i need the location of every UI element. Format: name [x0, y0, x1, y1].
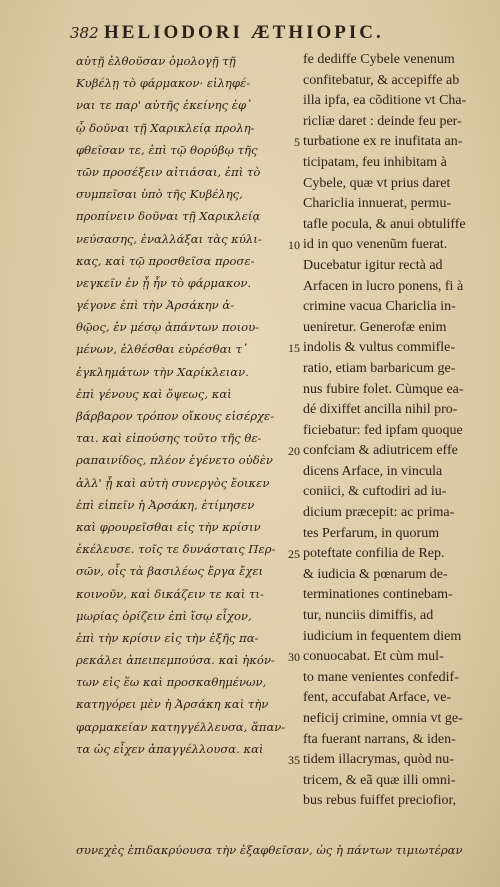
latin-line [286, 194, 490, 215]
line-number [286, 627, 303, 648]
greek-line: ἐπὶ εἰπεῖν ἡ Ἀρσάκη, ἐτίμησεν [76, 497, 255, 512]
latin-line [286, 112, 490, 133]
latin-text-column [286, 50, 490, 812]
latin-line-text: confciam & adiutricem effe [303, 443, 458, 459]
latin-line [286, 750, 490, 771]
latin-line [286, 730, 490, 751]
line-number [286, 174, 303, 195]
latin-line [286, 235, 490, 256]
latin-line-text: illa ipfa, ea cõditione vt Cha- [303, 93, 467, 109]
greek-line: Κυβέλῃ τὸ φάρμακον· εἰληφέ- [76, 76, 251, 91]
latin-line [286, 627, 490, 648]
latin-line-text: turbatione ex re inufitata an- [303, 134, 463, 150]
latin-line [286, 462, 490, 483]
latin-line-text: tafle pocula, & anui obtuliffe [303, 216, 466, 232]
latin-line-text: conuocabat. Et cùm mul- [303, 649, 444, 665]
line-number [286, 380, 303, 401]
latin-line [286, 606, 490, 627]
latin-line [286, 503, 490, 524]
latin-line-text: Chariclia innuerat, permu- [303, 196, 452, 212]
greek-line: ἐπὶ γένους καὶ ὄψεως, καὶ [76, 386, 232, 401]
greek-line: νεύσασης, ἐναλλάξαι τὰς κύλι- [76, 231, 262, 246]
latin-line-text: Cybele, quæ vt prius daret [303, 175, 451, 191]
latin-line [286, 791, 490, 812]
greek-line: φαρμακείαν κατηγγέλλευσα, ἅπαν- [76, 719, 286, 734]
greek-line: ναι τε παρ' αὐτῆς ἐκείνης ἐφ᾽ [76, 98, 252, 113]
latin-line-text: fta fuerant narrans, & iden- [303, 731, 456, 747]
greek-line: νεγκεῖν ἐν ᾗ ἦν τὸ φάρμακον. [76, 275, 252, 290]
latin-line [286, 771, 490, 792]
line-number [286, 256, 303, 277]
line-number [286, 400, 303, 421]
latin-line [286, 585, 490, 606]
greek-line: σῶν, οἷς τὰ βασιλέως ἔργα ἔχει [76, 564, 264, 579]
line-number [286, 318, 303, 339]
line-number [286, 71, 303, 92]
line-number [286, 297, 303, 318]
line-number [286, 421, 303, 442]
greek-line: συμπεῖσαι ὑπὸ τῆς Κυβέλης, [76, 187, 243, 202]
latin-line [286, 668, 490, 689]
latin-line-text: tidem illacrymas, quòd nu- [303, 752, 454, 768]
latin-line-text: tricem, & eã quæ illi omni- [303, 772, 456, 788]
latin-line-text: tes Perfarum, in quorum [303, 525, 440, 541]
line-number [286, 359, 303, 380]
line-number [286, 112, 303, 133]
latin-line [286, 565, 490, 586]
greek-line: μωρίας ὁρίζειν ἐπὶ ἴσῳ εἶχον, [76, 608, 252, 623]
footer-greek-line: συνεχὲς ἐπιδακρύουσα τὴν ἐξαφθεῖσαν, ὡς ἡ πάντων τιμιωτέραν [76, 843, 463, 857]
line-number: 5 [294, 135, 300, 150]
latin-line [286, 709, 490, 730]
latin-line [286, 359, 490, 380]
line-number: 30 [288, 650, 300, 665]
latin-line-text: crimine vacua Chariclia in- [303, 299, 456, 315]
latin-line-text: tur, nunciis dimiffis, ad [303, 608, 434, 624]
line-number [286, 524, 303, 545]
greek-line: τῶν προσέξειν αἰτιάσαι, ἐπὶ τὸ [76, 164, 261, 179]
latin-line [286, 91, 490, 112]
latin-line-text: fe dediffe Cybele venenum [303, 52, 455, 67]
greek-line: τα ὡς εἶχεν ἀπαγγέλλουσα. καὶ [76, 741, 264, 756]
line-number [286, 688, 303, 709]
latin-line-text: & iudicia & pœnarum de- [303, 566, 448, 582]
latin-line [286, 256, 490, 277]
greek-line: αὐτῇ ἐλθοῦσαν ὁμολογῇ τῇ [76, 54, 236, 68]
latin-line [286, 153, 490, 174]
latin-line [286, 297, 490, 318]
latin-line [286, 71, 490, 92]
line-number: 35 [288, 753, 300, 768]
latin-line [286, 524, 490, 545]
latin-line-text: dé dixiffet ancilla nihil pro- [303, 402, 458, 418]
latin-line-text: dicens Arface, in vincula [303, 463, 443, 479]
latin-line [286, 50, 490, 71]
latin-line-text: nus fubire folet. Cùmque ea- [303, 381, 464, 397]
greek-line: καὶ φρουρεῖσθαι εἰς τὴν κρίσιν [76, 519, 261, 534]
line-number [286, 771, 303, 792]
latin-line-text: indolis & vultus commifle- [303, 340, 456, 356]
latin-line [286, 688, 490, 709]
line-number [286, 668, 303, 689]
latin-line-text: dicium præcepit: ac prima- [303, 505, 455, 521]
latin-line [286, 318, 490, 339]
greek-line: κοινοῦν, καὶ δικάζειν τε καὶ τι- [76, 586, 264, 601]
line-number [286, 730, 303, 751]
latin-line-text: Ducebatur igitur rectà ad [303, 257, 443, 273]
greek-line: φθεῖσαν τε, ἐπὶ τῷ θορύβῳ τῆς [76, 142, 258, 157]
latin-line-text: ticipatam, feu inhibitam à [303, 154, 447, 170]
latin-line-text: terminationes continebam- [303, 587, 453, 603]
latin-line-text: id in quo venenũm fuerat. [303, 237, 448, 253]
latin-line-text: bus rebus fuiffet preciofior, [303, 793, 457, 809]
greek-line: των εἰς ἕω καὶ προσκαθημένων, [76, 675, 267, 690]
line-number [286, 503, 303, 524]
greek-line: προπίνειν δοῦναι τῇ Χαρικλείᾳ [76, 209, 261, 224]
latin-line [286, 400, 490, 421]
line-number: 10 [288, 238, 300, 253]
line-number [286, 565, 303, 586]
latin-line-text: neficij crimine, omnia vt ge- [303, 711, 463, 726]
greek-line: κατηγόρει μὲν ἡ Ἀρσάκη καὶ τὴν [76, 697, 269, 712]
greek-line: ἐπὶ τὴν κρίσιν εἰς τὴν ἐξῆς πα- [76, 630, 259, 645]
latin-line-text: ricliæ daret : deinde feu per- [303, 113, 462, 129]
greek-line: κας, καὶ τῷ προσθεῖσα προσε- [76, 253, 255, 268]
line-number [286, 709, 303, 730]
latin-line [286, 174, 490, 195]
greek-line: βάρβαρον τρόπον οἴκους εἰσέρχε- [76, 409, 275, 423]
greek-line: ρεκάλει ἀπειπεμπούσα. καὶ ἡκόν- [76, 653, 275, 668]
greek-text-column [76, 50, 286, 760]
greek-line: θῷος, ἐν μέσῳ ἁπάντων ποιου- [76, 320, 260, 335]
latin-line [286, 441, 490, 462]
greek-line: μένων, ἐλθέσθαι εὐρέσθαι τ᾽ [76, 342, 248, 357]
line-number [286, 215, 303, 236]
line-number [286, 50, 303, 71]
latin-line [286, 421, 490, 442]
latin-line-text: to mane venientes confedif- [303, 669, 459, 685]
line-number: 15 [288, 341, 300, 356]
latin-line-text: fent, accufabat Arface, ve- [303, 690, 452, 706]
line-number [286, 482, 303, 503]
line-number [286, 277, 303, 298]
line-number [286, 153, 303, 174]
latin-line [286, 132, 490, 153]
greek-line: ραπαινίδος, πλέον ἐγένετο οὐδὲν [76, 453, 273, 468]
greek-line: ἀλλ' ᾗ καὶ αὐτὴ συνεργὸς ἔοικεν [76, 475, 270, 490]
line-number [286, 91, 303, 112]
line-number [286, 585, 303, 606]
latin-line-text: ueniretur. Generofæ enim [303, 319, 447, 335]
latin-line-text: Arfacen in lucro ponens, fi à [303, 278, 464, 294]
latin-line [286, 215, 490, 236]
latin-line [286, 482, 490, 503]
latin-line [286, 544, 490, 565]
line-number: 20 [288, 444, 300, 459]
greek-line: ται. καὶ εἰπούσης τοῦτο τῆς θε- [76, 431, 262, 446]
line-number [286, 606, 303, 627]
latin-line [286, 647, 490, 668]
running-head: HELIODORI ÆTHIOPIC. [104, 22, 384, 43]
latin-line-text: coniici, & cuftodiri ad iu- [303, 484, 447, 500]
greek-line: ᾧ δοῦναι τῇ Χαρικλείᾳ προλη- [76, 120, 255, 135]
latin-line-text: iudicium in fequentem diem [303, 628, 462, 644]
latin-line [286, 277, 490, 298]
latin-line-text: confitebatur, & accepiffe ab [303, 72, 460, 88]
latin-line-text: ratio, etiam barbaricum ge- [303, 360, 456, 376]
greek-line: γέγονε ἐπὶ τὴν Ἀρσάκην ἀ- [76, 298, 235, 313]
line-number [286, 194, 303, 215]
page-header [70, 22, 490, 46]
line-number [286, 791, 303, 812]
line-number [286, 462, 303, 483]
latin-line-text: ficiebatur: fed ipfam quoque [303, 422, 463, 438]
greek-line: ἐγκλημάτων τὴν Χαρίκλειαν. [76, 364, 249, 379]
greek-line: ἐκέλευσε. τοῖς τε δυνάσταις Περ- [76, 542, 276, 557]
line-number: 25 [288, 547, 300, 562]
latin-line [286, 380, 490, 401]
latin-line [286, 338, 490, 359]
latin-line-text: poteftate confilia de Rep. [303, 546, 445, 562]
page-number: 382 [70, 24, 99, 42]
